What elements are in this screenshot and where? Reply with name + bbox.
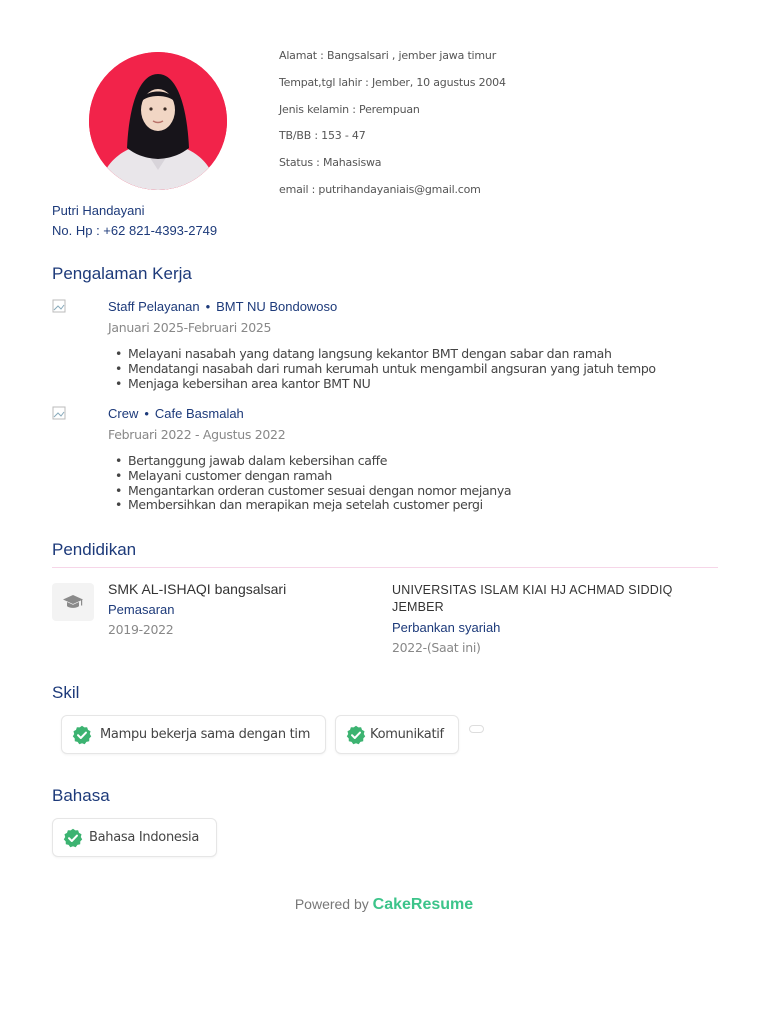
job-company: BMT NU Bondowoso (216, 299, 338, 314)
language-label: Bahasa Indonesia (89, 830, 200, 845)
info-height-weight: TB/BB : 153 - 47 (279, 129, 366, 143)
job-dates: Januari 2025-Februari 2025 (108, 320, 272, 335)
list-item: • Menjaga kebersihan area kantor BMT NU (128, 377, 656, 392)
job-header (108, 299, 337, 314)
check-badge-icon (346, 725, 366, 745)
profile-phone: No. Hp : +62 821-4393-2749 (52, 223, 218, 238)
school-major: Pemasaran (108, 602, 175, 617)
school-name: SMK AL-ISHAQI bangsalsari (108, 581, 287, 597)
languages-title: Bahasa (52, 786, 110, 805)
school-years: 2019-2022 (108, 622, 174, 637)
personal-info (279, 48, 506, 209)
job-role: Staff Pelayanan (108, 299, 200, 314)
list-item: • Bertanggung jawab dalam kebersihan caffe (128, 454, 511, 469)
broken-image-icon (52, 299, 66, 313)
avatar (89, 52, 227, 190)
powered-by-text: Powered by (294, 896, 369, 912)
job-role: Crew (108, 406, 139, 421)
job-duties (128, 347, 656, 391)
info-gender: Jenis kelamin : Perempuan (279, 102, 420, 116)
info-email: email : putrihandayaniais@gmail.com (279, 182, 481, 196)
separator-dot: • (144, 406, 149, 421)
list-item: • Membersihkan dan merapikan meja setelah customer pergi (128, 498, 511, 513)
job-item (52, 406, 732, 521)
list-item: • Melayani customer dengan ramah (128, 469, 511, 484)
name-block (52, 201, 217, 241)
job-company: Cafe Basmalah (154, 406, 244, 421)
list-item: • Mengantarkan orderan customer sesuai dengan nomor mejanya (128, 484, 511, 499)
graduation-cap-icon (52, 583, 94, 621)
skills-title: Skil (52, 683, 80, 702)
skill-chip (335, 715, 459, 754)
school-major: Perbankan syariah (392, 620, 501, 635)
job-dates: Februari 2022 - Agustus 2022 (108, 427, 286, 442)
skill-label: Komunikatif (370, 727, 444, 742)
separator-dot: • (205, 299, 211, 314)
check-badge-icon (63, 828, 83, 848)
section-divider (52, 567, 718, 568)
broken-image-icon (52, 406, 66, 420)
powered-by-footer (0, 896, 768, 914)
skill-label: Mampu bekerja sama dengan tim (100, 727, 311, 742)
job-item (52, 299, 732, 399)
list-item: • Melayani nasabah yang datang langsung kekantor BMT dengan sabar dan ramah (128, 347, 656, 362)
info-status: Status : Mahasiswa (279, 156, 382, 170)
cakeresume-brand-link[interactable]: CakeResume (372, 896, 474, 913)
empty-chip (469, 725, 484, 733)
skill-chip (61, 715, 326, 754)
education-item (108, 581, 378, 637)
school-name: UNIVERSITAS ISLAM KIAI HJ ACHMAD SIDDIQ JEMBER (392, 583, 673, 614)
check-badge-icon (72, 725, 92, 745)
list-item: • Mendatangi nasabah dari rumah kerumah untuk mengambil angsuran yang jatuh tempo (128, 362, 656, 377)
experience-title: Pengalaman Kerja (52, 264, 192, 283)
info-birth: Tempat,tgl lahir : Jember, 10 agustus 2004 (279, 75, 506, 89)
education-item (392, 582, 722, 655)
language-chip (52, 818, 217, 857)
school-years: 2022-(Saat ini) (392, 640, 481, 655)
job-header (108, 406, 244, 421)
education-title: Pendidikan (52, 540, 137, 559)
info-address: Alamat : Bangsalsari , jember jawa timur (279, 49, 497, 62)
job-duties (128, 454, 511, 513)
profile-name: Putri Handayani (52, 203, 145, 218)
profile-photo (89, 52, 227, 190)
